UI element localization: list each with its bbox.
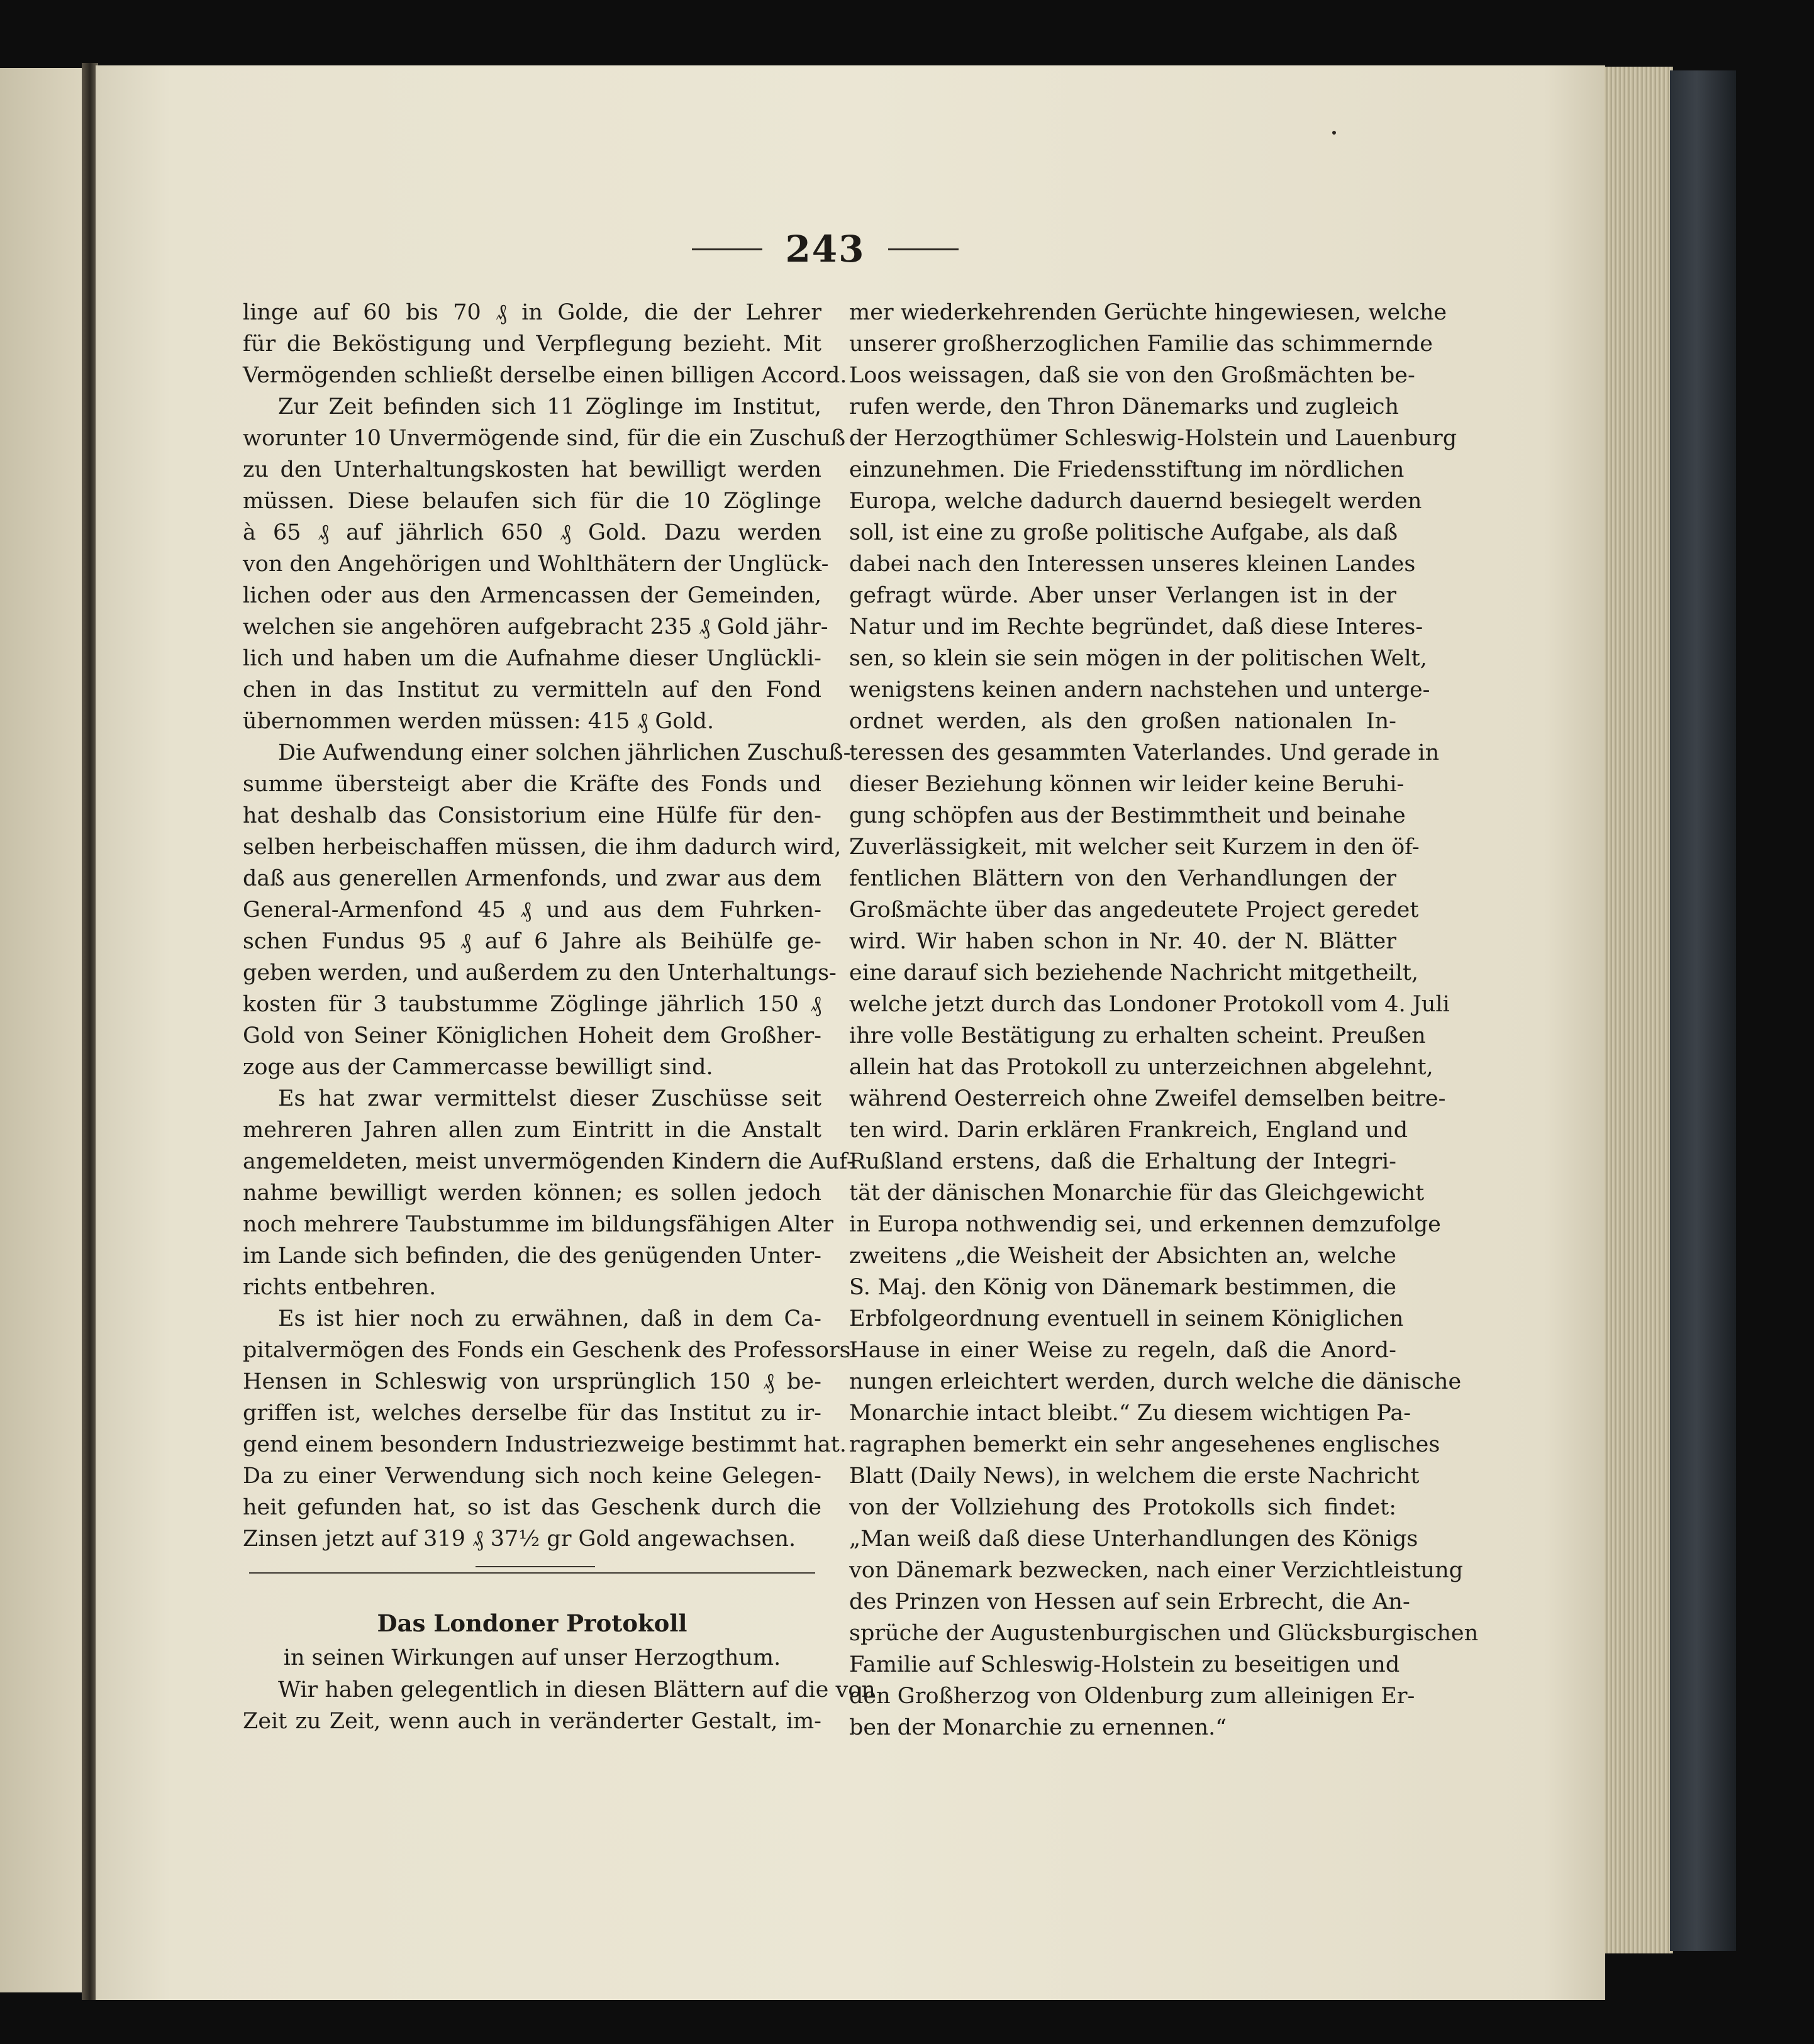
text-line: teressen des gesammten Vaterlandes. Und gerade in (849, 740, 1440, 765)
text-line: unserer großherzoglichen Familie das schimmernde (849, 331, 1433, 357)
header-rule-right (888, 248, 959, 250)
page-header (662, 224, 989, 274)
text-line: wird. Wir haben schon in Nr. 40. der N. Blätter (849, 929, 1396, 954)
text-line: Hause in einer Weise zu regeln, daß die Anord- (849, 1338, 1396, 1363)
text-line: mer wiederkehrenden Gerüchte hingewiesen, welche (849, 300, 1447, 325)
text-line: Es ist hier noch zu erwähnen, daß in dem Ca- (278, 1306, 821, 1331)
text-line: zweitens „die Weisheit der Absichten an, welche (849, 1243, 1396, 1269)
text-line: Es hat zwar vermittelst dieser Zuschüsse seit (278, 1086, 821, 1111)
text-line: summe übersteigt aber die Kräfte des Fonds und (243, 772, 821, 797)
text-line: im Lande sich befinden, die des genügenden Unter- (243, 1243, 821, 1269)
left-column-body (243, 297, 854, 1555)
left-column (243, 297, 876, 1737)
book-cover (1670, 70, 1736, 1951)
text-line: zu den Unterhaltungskosten hat bewilligt werden (243, 457, 821, 482)
text-line: soll, ist eine zu große politische Aufgabe, als daß (849, 520, 1398, 545)
text-line: Großmächte über das angedeutete Project geredet (849, 897, 1419, 923)
text-line: „Man weiß daß diese Unterhandlungen des Königs (849, 1526, 1418, 1552)
text-line: Die Aufwendung einer solchen jährlichen Zuschuß- (278, 740, 851, 765)
text-line: ben der Monarchie zu ernennen.“ (849, 1715, 1227, 1740)
divider-short-rule (476, 1566, 595, 1567)
article-heading: Das Londoner Protokoll (377, 1609, 687, 1637)
text-line: sprüche der Augustenburgischen und Glücksburgischen (849, 1621, 1479, 1646)
text-line: kosten für 3 taubstumme Zöglinge jährlich 150 ₰ (243, 992, 821, 1017)
text-line: von der Vollziehung des Protokolls sich findet: (849, 1495, 1396, 1520)
text-line: übernommen werden müssen: 415 ₰ Gold. (243, 709, 715, 734)
text-line: welche jetzt durch das Londoner Protokoll vom 4. Juli (849, 992, 1450, 1017)
text-line: gefragt würde. Aber unser Verlangen ist in der (849, 583, 1396, 608)
text-line: Blatt (Daily News), in welchem die erste Nachricht (849, 1464, 1420, 1489)
text-line: gend einem besondern Industriezweige bestimmt hat. (243, 1432, 847, 1457)
page-number: 243 (785, 228, 865, 270)
text-line: Familie auf Schleswig-Holstein zu beseitigen und (849, 1652, 1400, 1677)
text-line: gung schöpfen aus der Bestimmtheit und beinahe (849, 803, 1406, 828)
text-line: Natur und im Rechte begründet, daß diese Interes- (849, 614, 1423, 640)
text-line: tät der dänischen Monarchie für das Gleichgewicht (849, 1180, 1425, 1206)
text-line: richts entbehren. (243, 1275, 437, 1300)
text-line: ordnet werden, als den großen nationalen In- (849, 709, 1396, 734)
text-line: Erbfolgeordnung eventuell in seinem Königlichen (849, 1306, 1404, 1331)
text-line: Zinsen jetzt auf 319 ₰ 37½ gr Gold angewachsen. (243, 1526, 796, 1552)
text-line: Hensen in Schleswig von ursprünglich 150 ₰ be- (243, 1369, 821, 1394)
right-column-body (849, 297, 1479, 1743)
text-line: welchen sie angehören aufgebracht 235 ₰ Gold jähr- (243, 614, 828, 640)
text-line: Rußland erstens, daß die Erhaltung der Integri- (849, 1149, 1396, 1174)
text-line: à 65 ₰ auf jährlich 650 ₰ Gold. Dazu werden (243, 520, 821, 545)
text-line: nahme bewilligt werden können; es sollen jedoch (243, 1180, 821, 1206)
ink-speck (1332, 131, 1336, 135)
text-line: den Großherzog von Oldenburg zum alleinigen Er- (849, 1684, 1415, 1709)
text-line: von den Angehörigen und Wohlthätern der Unglück- (243, 552, 829, 577)
text-line: wenigstens keinen andern nachstehen und unterge- (849, 677, 1430, 703)
text-line: einzunehmen. Die Friedensstiftung im nördlichen (849, 457, 1405, 482)
text-line: müssen. Diese belaufen sich für die 10 Zöglinge (243, 489, 821, 514)
text-line: Zeit zu Zeit, wenn auch in veränderter Gestalt, im- (243, 1709, 821, 1734)
text-line: schen Fundus 95 ₰ auf 6 Jahre als Beihülfe ge- (243, 929, 821, 954)
text-line: Da zu einer Verwendung sich noch keine Gelegen- (243, 1464, 821, 1489)
text-line: lich und haben um die Aufnahme dieser Unglückli- (243, 646, 821, 671)
article-subheading: in seinen Wirkungen auf unser Herzogthum. (283, 1645, 781, 1670)
text-line: Zur Zeit befinden sich 11 Zöglinge im Institut, (278, 394, 821, 419)
text-line: Europa, welche dadurch dauernd besiegelt werden (849, 489, 1422, 514)
text-line: Monarchie intact bleibt.“ Zu diesem wichtigen Pa- (849, 1401, 1411, 1426)
text-line: dabei nach den Interessen unseres kleinen Landes (849, 552, 1416, 577)
text-line: sen, so klein sie sein mögen in der politischen Welt, (849, 646, 1427, 671)
section-divider (249, 1566, 815, 1580)
text-line: Gold von Seiner Königlichen Hoheit dem Großher- (243, 1023, 821, 1048)
text-line: griffen ist, welches derselbe für das Institut zu ir- (243, 1401, 821, 1426)
text-line: hat deshalb das Consistorium eine Hülfe für den- (243, 803, 821, 828)
header-rule-left (692, 248, 762, 250)
text-line: angemeldeten, meist unvermögenden Kindern die Auf- (243, 1149, 854, 1174)
text-line: General-Armenfond 45 ₰ und aus dem Fuhrken- (243, 897, 821, 923)
right-column (849, 297, 1479, 1743)
text-line: Loos weissagen, daß sie von den Großmächten be- (849, 363, 1415, 388)
text-line: Zuverlässigkeit, mit welcher seit Kurzem in den öf- (849, 835, 1420, 860)
text-line: worunter 10 Unvermögende sind, für die ein Zuschuß (243, 426, 846, 451)
text-line: für die Beköstigung und Verpflegung bezieht. Mit (243, 331, 821, 357)
text-line: geben werden, und außerdem zu den Unterhaltungs- (243, 960, 837, 986)
text-line: S. Maj. den König von Dänemark bestimmen, die (849, 1275, 1396, 1300)
text-line: selben herbeischaffen müssen, die ihm dadurch wird, (243, 835, 842, 860)
text-line: ihre volle Bestätigung zu erhalten scheint. Preußen (849, 1023, 1426, 1048)
text-line: zoge aus der Cammercasse bewilligt sind. (243, 1055, 713, 1080)
text-line: ten wird. Darin erklären Frankreich, England und (849, 1118, 1408, 1143)
text-line: pitalvermögen des Fonds ein Geschenk des Professors (243, 1338, 851, 1363)
text-line: fentlichen Blättern von den Verhandlungen der (849, 866, 1396, 891)
text-line: noch mehrere Taubstumme im bildungsfähigen Alter (243, 1212, 834, 1237)
text-line: eine darauf sich beziehende Nachricht mitgetheilt, (849, 960, 1419, 986)
text-line: nungen erleichtert werden, durch welche die dänische (849, 1369, 1462, 1394)
text-line: des Prinzen von Hessen auf sein Erbrecht, die An- (849, 1589, 1410, 1614)
text-line: während Oesterreich ohne Zweifel demselben beitre- (849, 1086, 1446, 1111)
text-line: dieser Beziehung können wir leider keine Beruhi- (849, 772, 1405, 797)
text-line: rufen werde, den Thron Dänemarks und zugleich (849, 394, 1399, 419)
text-line: linge auf 60 bis 70 ₰ in Golde, die der Lehrer (243, 300, 821, 325)
text-line: lichen oder aus den Armencassen der Gemeinden, (243, 583, 821, 608)
text-line: in Europa nothwendig sei, und erkennen demzufolge (849, 1212, 1441, 1237)
article-opening (243, 1674, 876, 1737)
text-line: allein hat das Protokoll zu unterzeichnen abgelehnt, (849, 1055, 1433, 1080)
text-line: von Dänemark bezwecken, nach einer Verzichtleistung (849, 1558, 1464, 1583)
previous-page-edge (0, 68, 88, 1992)
text-line: chen in das Institut zu vermitteln auf den Fond (243, 677, 821, 703)
text-line: heit gefunden hat, so ist das Geschenk durch die (243, 1495, 821, 1520)
text-line: Vermögenden schließt derselbe einen billigen Accord. (243, 363, 847, 388)
text-line: Wir haben gelegentlich in diesen Blättern auf die von (278, 1677, 876, 1702)
text-line: ragraphen bemerkt ein sehr angesehenes englisches (849, 1432, 1440, 1457)
text-line: daß aus generellen Armenfonds, und zwar aus dem (243, 866, 821, 891)
text-line: der Herzogthümer Schleswig-Holstein und Lauenburg (849, 426, 1457, 451)
text-line: mehreren Jahren allen zum Eintritt in die Anstalt (243, 1118, 821, 1143)
page-stack-edges (1604, 67, 1673, 1953)
